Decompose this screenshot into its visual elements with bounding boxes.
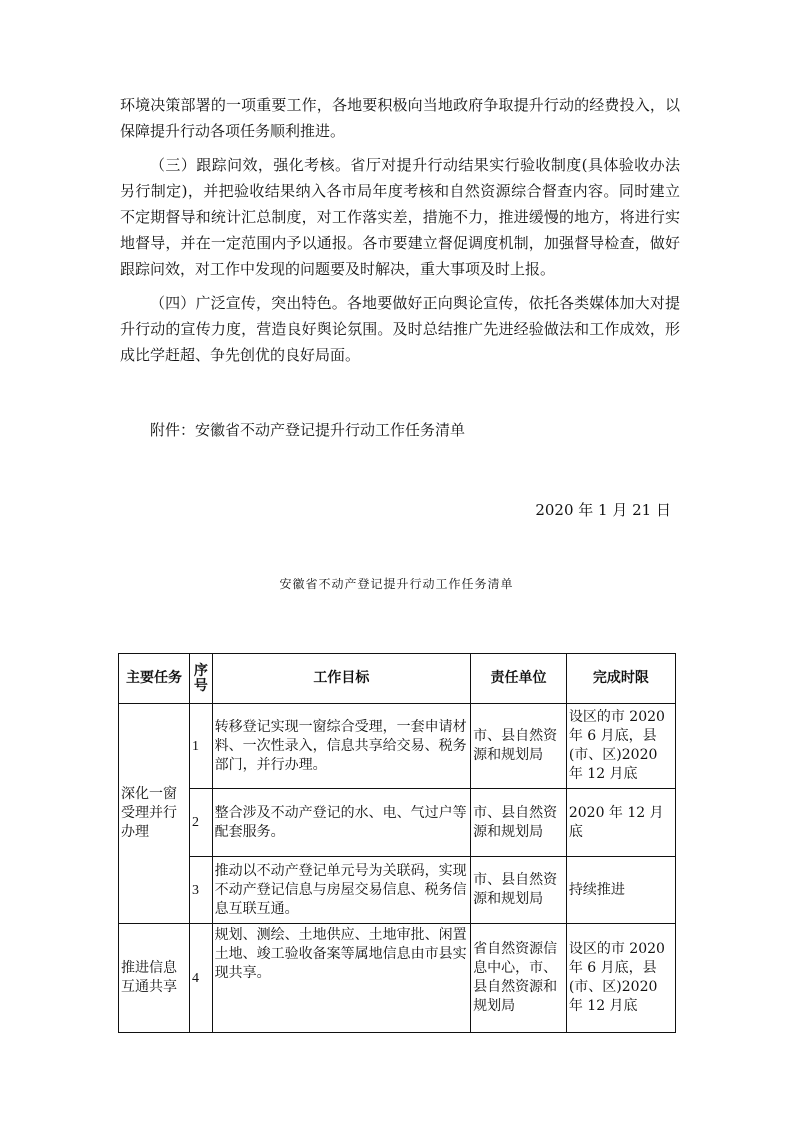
paragraph-funding: 环境决策部署的一项重要工作，各地要积极向当地政府争取提升行动的经费投入，以保障提升行动各项任务顺利推进。 — [120, 96, 680, 140]
goal-cell: 转移登记实现一窗综合受理，一套申请材料、一次性录入，信息共享给交易、税务部门，并行办理。 — [212, 704, 470, 789]
header-deadline: 完成时限 — [566, 654, 675, 704]
table-row — [119, 924, 676, 1033]
goal-cell: 整合涉及不动产登记的水、电、气过户等配套服务。 — [212, 789, 470, 857]
header-seq: 序号 — [190, 654, 213, 704]
task-list-table — [118, 653, 676, 1033]
seq-cell: 4 — [190, 924, 213, 1033]
seq-cell: 1 — [190, 704, 213, 789]
unit-cell: 省自然资源信息中心，市、县自然资源和规划局 — [471, 924, 567, 1033]
document-date: 2020 年 1 月 21 日 — [535, 501, 671, 519]
header-goal: 工作目标 — [212, 654, 470, 704]
table-row — [119, 704, 676, 789]
table-title: 安徽省不动产登记提升行动工作任务清单 — [279, 577, 514, 591]
seq-cell: 3 — [190, 857, 213, 924]
table-row — [119, 857, 676, 924]
deadline-cell: 设区的市 2020 年 6 月底，县(市、区)2020 年 12 月底 — [566, 704, 675, 789]
unit-cell: 市、县自然资源和规划局 — [471, 704, 567, 789]
main-task-cell: 深化一窗受理并行办理 — [119, 704, 190, 924]
unit-cell: 市、县自然资源和规划局 — [471, 857, 567, 924]
deadline-cell: 设区的市 2020 年 6 月底，县(市、区)2020 年 12 月底 — [566, 924, 675, 1033]
goal-cell: 推动以不动产登记单元号为关联码，实现不动产登记信息与房屋交易信息、税务信息互联互通。 — [212, 857, 470, 924]
unit-cell: 市、县自然资源和规划局 — [471, 789, 567, 857]
deadline-cell: 持续推进 — [566, 857, 675, 924]
goal-cell: 规划、测绘、土地供应、土地审批、闲置土地、竣工验收备案等属地信息由市县实现共享。 — [212, 924, 470, 1033]
paragraph-assessment: （三）跟踪问效，强化考核。省厅对提升行动结果实行验收制度(具体验收办法另行制定)，并把验收结果纳入各市局年度考核和自然资源综合督查内容。同时建立不定期督导和统计汇总制度，对工作落实差，措施不力，推进缓慢的地方，将进行实地督导，并在一定范围内予以通报。各市要建立督促调度机制，加强督导检查，做好跟踪问效，对工作中发现的问题要及时解决，重大事项及时上报。 — [120, 156, 680, 278]
deadline-cell: 2020 年 12 月底 — [566, 789, 675, 857]
header-main-task: 主要任务 — [119, 654, 190, 704]
paragraph-publicity: （四）广泛宣传，突出特色。各地要做好正向舆论宣传，依托各类媒体加大对提升行动的宣传力度，营造良好舆论氛围。及时总结推广先进经验做法和工作成效，形成比学赶超、争先创优的良好局面。 — [120, 294, 680, 364]
main-task-cell: 推进信息互通共享 — [119, 924, 190, 1033]
table-header-row — [119, 654, 676, 704]
seq-cell: 2 — [190, 789, 213, 857]
header-unit: 责任单位 — [471, 654, 567, 704]
attachment-note: 附件：安徽省不动产登记提升行动工作任务清单 — [150, 421, 466, 439]
table-row — [119, 789, 676, 857]
